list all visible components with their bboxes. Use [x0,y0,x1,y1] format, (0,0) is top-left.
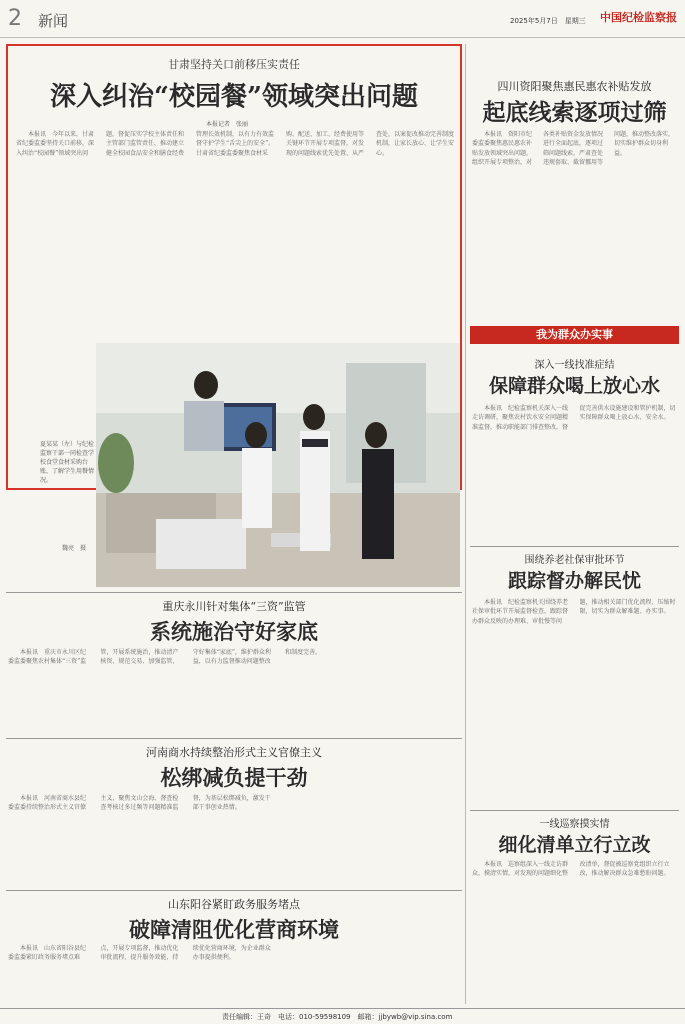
photo-illustration [96,343,460,587]
story-right-3-headline: 细化清单立行立改 [498,834,651,856]
story-mid-2-headline: 松绑减负提干劲 [160,765,308,790]
story-right-2-body: 本报讯 纪检监察机关围绕养老社保审批环节开展监督检查，跟踪督办群众反映的办理难、审批慢等问题，推动相关部门优化流程、压缩时限，切实为群众解难题、办实事。 [472,599,676,625]
page-number: 2 [8,6,22,31]
photo-caption: 夏某某（左）与纪检监察干部一同检查学校食堂食材采购台账，了解学生用餐情况。 [40,441,95,484]
story-right-3-body: 本报讯 巡察组深入一线走访群众，摸清实情，对发现的问题细化整改清单，督促被巡察党组织立行立改，推动解决群众急难愁盼问题。 [472,861,670,878]
lead-headline: 深入纠治“校园餐”领域突出问题 [50,82,418,112]
story-mid-3-headline: 破障清阻优化营商环境 [129,917,339,942]
story-mid-1-body: 本报讯 重庆市永川区纪委监委聚焦农村集体“三资”监管，开展系统施治，推动清产核资、规范交易、加强监管，守好集体“家底”，维护群众利益，以有力监督推动问题整改和制度完善。 [8,649,322,666]
issue-date: 2025年5月7日 星期三 [510,17,586,25]
story-divider [470,810,679,811]
section-banner: 我为群众办实事 [470,326,679,344]
story-mid-2-kicker: 河南商水持续整治形式主义官僚主义 [146,746,322,759]
story-divider [6,890,462,891]
story-mid-3-kicker: 山东阳谷紧盯政务服务堵点 [168,898,300,911]
story-right-2-headline: 跟踪督办解民忧 [507,570,641,592]
photo-credit: 魏亮 摄 [62,545,87,552]
lead-kicker: 甘肃坚持关口前移压实责任 [168,58,300,71]
lead-photo [96,343,460,587]
footer-editor-contact: 责任编辑：王奇 电话：010-59598109 邮箱：jjbywb@vip.sina.com [222,1013,453,1021]
story-divider [470,546,679,547]
story-right-1-kicker: 深入一线找准症结 [534,360,615,371]
column-divider [465,44,466,1004]
section-name: 新闻 [38,12,69,30]
story-mid-1-kicker: 重庆永川针对集体“三资”监管 [162,600,306,613]
story-divider [6,738,462,739]
story-divider [6,592,462,593]
sidebar-headline: 起底线索逐项过筛 [482,99,667,126]
lead-byline: 本报记者 张丽 [206,121,249,128]
story-right-3-kicker: 一线巡察摸实情 [539,819,610,830]
story-right-1-body: 本报讯 纪检监察机关深入一线走访调研，聚焦农村饮水安全问题精准监督，推动职能部门排查整改，督促完善供水设施建设和管护机制，切实保障群众喝上放心水、安全水。 [472,405,676,431]
story-mid-1-headline: 系统施治守好家底 [150,619,318,644]
page-header [0,0,685,38]
lead-body: 本报讯 今年以来，甘肃省纪委监委坚持关口前移，深入纠治“校园餐”领域突出问题，督促压实学校主体责任和主管部门监管责任，推动建立健全校园食品安全和膳食经费管理长效机制，以有力有效监督守护学生“舌尖上的安全”。甘肃省纪委监委聚焦食材采购、配送、加工、经费使用等关键环节开展专项监督，对发现的问题线索优先处置、从严查处，以案促改推动完善制度机制，让家长放心、让学生安心。 [16,131,455,157]
page-footer [0,1008,685,1024]
story-mid-2-body: 本报讯 河南省商水县纪委监委持续整治形式主义官僚主义，聚焦文山会海、督查检查考核过多过频等问题精准监督，为基层松绑减负，激发干部干事创业热情。 [8,795,271,812]
story-right-1-headline: 保障群众喝上放心水 [488,375,660,397]
story-mid-3-body: 本报讯 山东省阳谷县纪委监委紧盯政务服务堵点难点，开展专项监督，推动优化审批流程、提升服务效能，持续优化营商环境，为企业群众办事提供便利。 [8,945,271,962]
sidebar-kicker: 四川资阳聚焦惠民惠农补贴发放 [497,80,652,93]
story-right-2-kicker: 围绕养老社保审批环节 [524,555,625,566]
masthead-logo: 中国纪检监察报 [600,11,677,24]
sidebar-body: 本报讯 资阳市纪委监委聚焦惠民惠农补贴发放领域突出问题，组织开展专项整治，对各类补贴资金发放情况进行全面起底，逐项过筛问题线索，严肃查处违规套取、截留挪用等问题，推动整改落实，切实维护群众切身利益。 [472,131,675,167]
